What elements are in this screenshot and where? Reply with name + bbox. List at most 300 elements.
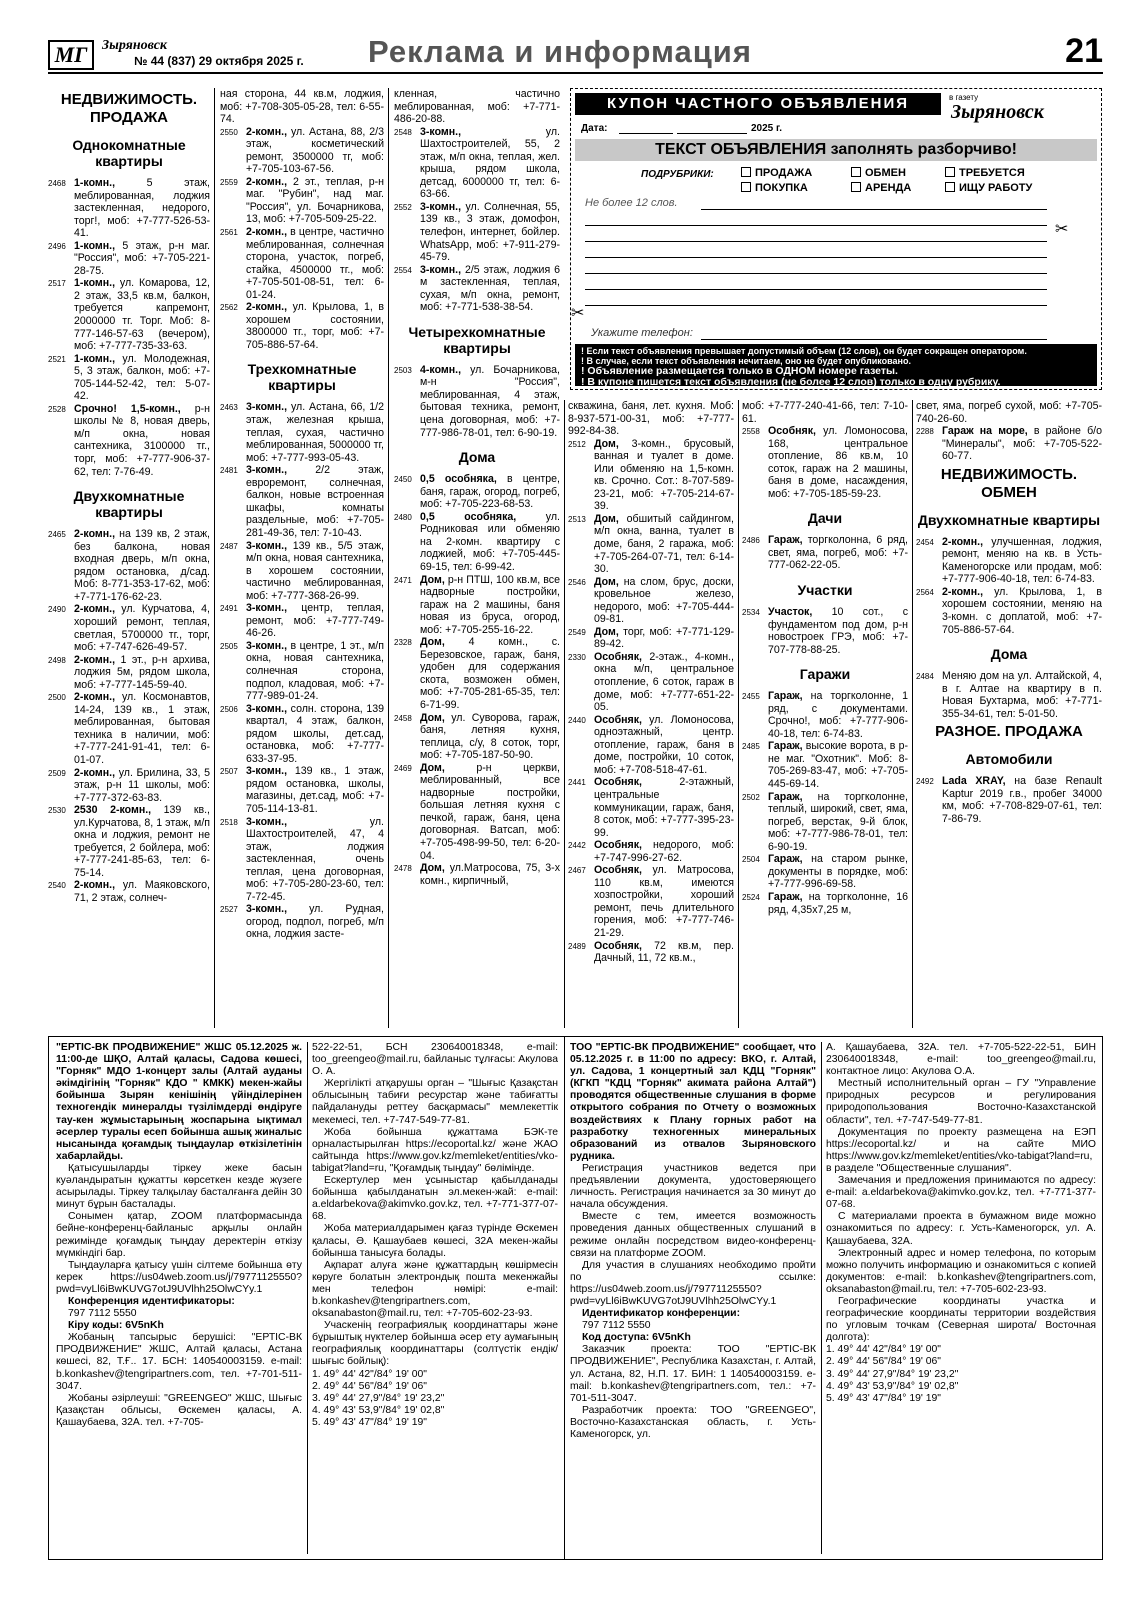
- ad-lead: 3-комн.,: [246, 815, 288, 828]
- classified-ad: [394, 473, 560, 511]
- notice-ru-column-2: [826, 1042, 1096, 1554]
- ad-lead: 1-комн.,: [74, 277, 116, 290]
- ad-lead: 2-комн.,: [74, 528, 116, 541]
- ad-text: на торгколонне, теплый, широкий, свет, яма, погреб, верстак, 9-й блок, моб: +7-777-986-78-01, тел: 6-90-19.: [768, 790, 908, 853]
- ad-text: ул. Комарова, 12, 2 этаж, 33,5 кв.м, балкон, требуется капремонт, 2000000 тг. Торг. Моб: 8-777-146-57-63 (вечером), моб: +7-777-735-33-63.: [74, 277, 210, 353]
- classified-ad: [568, 626, 734, 651]
- notice-paragraph: Кіру коды: 6V5nKh: [68, 1320, 164, 1332]
- ad-text: улучшенная, лоджия, ремонт, меняю на кв. в Усть-Каменогорске или продам, моб: +7-777-906-40-18, тел: 6-74-83.: [942, 535, 1102, 586]
- classified-ad: [220, 226, 384, 301]
- header-issue: № 44 (837) 29 октября 2025 г.: [134, 54, 304, 68]
- ad-text: 2/2 этаж, евроремонт, солнечная, балкон, новые встроенная шкафы, комнаты раздельные, моб: +7-705-281-49-36, тел: 7-10-43.: [246, 464, 384, 539]
- ad-text: на базе Renault Kaptur 2019 г.в., пробег 34000 км, моб: +7-708-829-07-61, тел: 7-86-79.: [942, 775, 1102, 825]
- classified-ad: [568, 513, 734, 576]
- classified-ad: [48, 240, 210, 278]
- ad-number: 2328: [394, 638, 412, 648]
- notice-paragraph: 797 7112 5550: [582, 1320, 651, 1332]
- ad-text: ул. Астана, 66, 1/2 этаж, железная крыша, теплая, сухая, частично меблированная, 5000000 тг, моб: +7-777-993-05-43.: [246, 401, 384, 464]
- ad-text: на слом, брус, доски, кровельное железо, недорого, моб: +7-705-444-09-81.: [594, 575, 734, 626]
- column-divider: [738, 400, 739, 1028]
- ad-lead: 2-комн.,: [246, 175, 288, 188]
- ad-text: центр, теплая, ремонт, моб: +7-777-749-46-26.: [246, 602, 384, 640]
- notice-paragraph: 1. 49° 44' 42"/84° 19' 00": [826, 1344, 941, 1356]
- coupon-date-field[interactable]: [619, 133, 673, 134]
- ad-text: 5 этаж, р-н маг. "Россия", моб: +7-705-221-28-75.: [74, 239, 210, 277]
- rubric-rent-checkbox[interactable]: АРЕНДА: [851, 182, 911, 194]
- ad-number: 2502: [742, 792, 760, 802]
- ad-lead: 3-комн.,: [420, 200, 462, 213]
- section-heading: НЕДВИЖИМОСТЬ. ОБМЕН: [940, 465, 1078, 501]
- subsection-heading: Четырехкомнатные квартиры: [408, 323, 546, 356]
- section-heading: НЕДВИЖИМОСТЬ. ПРОДАЖА: [60, 91, 198, 126]
- ad-lead: Гараж,: [768, 740, 803, 753]
- ad-number: 2492: [916, 777, 934, 787]
- coupon-year: 2025 г.: [751, 123, 782, 134]
- classified-ad: [48, 353, 210, 403]
- ad-lead: 3-комн.,: [246, 765, 288, 778]
- ad-lead: Дом,: [420, 636, 445, 649]
- classified-ad: [220, 903, 384, 941]
- classified-ad: [742, 791, 908, 854]
- classified-ad: [742, 534, 908, 572]
- ad-lead: 2-комн.,: [942, 535, 984, 548]
- ad-number: 2558: [742, 427, 760, 437]
- notice-paragraph: Географические координаты участка и географические координаты территории воздействия по угловым точкам (Северная широта/ Восточная долгота):: [826, 1295, 1096, 1344]
- ad-lead: 3-комн.,: [246, 639, 288, 652]
- classified-ad: [394, 201, 560, 264]
- ad-number: 2548: [394, 127, 412, 137]
- ad-number: 2518: [220, 817, 238, 827]
- ad-text: на 139 кв, 2 этаж, без балкона, новая входная дверь, м/п окна, рядом остановка, д/сад. Моб: 8-771-353-17-62, моб: +7-771-176-62-23.: [74, 528, 210, 603]
- ads-column-1: [48, 88, 210, 1028]
- ad-lead: Дом,: [594, 437, 619, 450]
- ad-continuation: моб: +7-777-240-41-66, тел: 7-10-61.: [742, 400, 908, 425]
- coupon-text-line[interactable]: [585, 305, 1047, 306]
- notice-paragraph: Вместе с тем, имеется возможность проведения данных общественных слушаний в режиме онлайн посредством видео-конференц-связи на платформе ZOOM.: [570, 1211, 816, 1259]
- ad-number: 2467: [568, 866, 586, 876]
- ad-lead: Дом,: [420, 761, 445, 774]
- ad-number: 2463: [220, 403, 238, 413]
- ad-lead: Дом,: [420, 862, 445, 875]
- notice-divider: [564, 1036, 565, 1560]
- ad-text: ул. Матросова, 110 кв.м, имеются хозпостройки, хороший ремонт, печь длительного горения, моб: +7-777-746-21-29.: [594, 864, 734, 939]
- ad-lead: 2-комн.,: [74, 766, 116, 779]
- classified-ad: [48, 603, 210, 653]
- ad-lead: 1-комн.,: [74, 177, 116, 189]
- ad-lead: 3-комн.,: [246, 401, 288, 414]
- ad-number: 2546: [568, 577, 586, 587]
- ad-number: 2524: [742, 892, 760, 902]
- notice-ru-column-1: [570, 1042, 816, 1554]
- ad-text: 4 комн., с. Березовское, гараж, баня, удобен для содержания скота, возможен обмен, моб: +7-705-281-65-35, тел: 6-71-99.: [420, 636, 560, 711]
- ad-number: 2490: [48, 605, 66, 615]
- ad-lead: Гараж,: [768, 534, 803, 547]
- ad-number: 2513: [568, 514, 586, 524]
- classified-ad: [220, 126, 384, 176]
- coupon-text-line[interactable]: [585, 241, 1047, 242]
- ad-lead: 3-комн.,: [246, 464, 288, 477]
- notice-paragraph: Электронный адрес и номер телефона, по которым можно получить информацию и ознакомиться с копией документов: e-mail: b.konkashev@tengripartners.com, oksanabaston@mail.ru, тел: +7-705-602-23-93.: [826, 1247, 1096, 1295]
- ad-number: 2450: [394, 475, 412, 485]
- ad-text: ул. Родниковая или обменяю на 2-комн. квартиру с лоджией, моб: +7-705-445-69-15, тел: 6-99-42.: [420, 510, 560, 573]
- classified-ad: [220, 640, 384, 703]
- classified-ad: [220, 301, 384, 351]
- coupon-date-label: Дата:: [581, 123, 608, 134]
- ad-lead: Участок,: [768, 606, 813, 619]
- ad-number: 2455: [742, 692, 760, 702]
- ad-lead: 2-комн.,: [246, 125, 288, 138]
- ad-number: 2481: [220, 466, 238, 476]
- classified-ad: [568, 576, 734, 626]
- classified-ad: [916, 775, 1102, 825]
- coupon-rubrics-label: ПОДРУБРИКИ:: [641, 169, 714, 180]
- ad-text: ул. Астана, 88, 2/3 этаж, косметический ремонт, 3500000 тг, моб: +7-705-103-67-56.: [246, 125, 384, 176]
- column-divider: [388, 88, 389, 1028]
- rubric-purchase-checkbox[interactable]: ПОКУПКА: [741, 182, 808, 194]
- notice-paragraph: Идентификатор конференции:: [582, 1308, 741, 1320]
- ad-lead: 2530 2-комн.,: [74, 804, 152, 817]
- classified-ad: [220, 602, 384, 640]
- subsection-heading: Участки: [797, 582, 853, 599]
- classified-ad: [916, 536, 1102, 586]
- ad-text: Меняю дом на ул. Алтайской, 4, в г. Алтае на квартиру в п. Новая Бухтарма, моб: +7-771-355-34-61, тел: 5-01-50.: [942, 670, 1102, 720]
- ad-lead: Гараж,: [768, 853, 803, 866]
- classified-ad: [394, 862, 560, 887]
- ad-text: ул. Космонавтов, 14-24, 139 кв., 1 этаж, меблированная, бытовая техника в наличии, моб: +7-777-241-91-41, тел: 6-01-07.: [74, 691, 210, 766]
- ad-text: в центре, баня, гараж, огород, погреб, моб: +7-705-223-68-53.: [420, 473, 560, 511]
- ad-text: ул. Солнечная, 55, 139 кв., 3 этаж, домофон, телефон, интернет, бойлер. WhatsApp, моб: +7-911-279-45-79.: [420, 200, 560, 264]
- ad-text: 72 кв.м, пер. Дачный, 11, 72 кв.м.,: [594, 939, 734, 965]
- ad-continuation: свет, яма, погреб сухой, моб: +7-705-740-26-60.: [916, 400, 1102, 425]
- ad-number: 2465: [48, 530, 66, 540]
- ad-text: р-н церкви, меблированный, все надворные постройки, большая летняя кухня с печкой, гараж, баня, цена договорная. Ватсап, моб: +7-705-498-99-50, тел: 6-20-04.: [420, 761, 560, 862]
- ad-lead: 3-комн.,: [246, 539, 288, 552]
- ad-lead: Гараж,: [768, 890, 803, 903]
- notice-paragraph: 4. 49° 43' 53,9"/84° 19' 02,8": [826, 1380, 959, 1392]
- notice-paragraph: 797 7112 5550: [68, 1308, 137, 1320]
- notice-paragraph: 4. 49° 43' 53,9"/84° 19' 02,8": [312, 1404, 445, 1416]
- ad-lead: 2-комн.,: [74, 603, 116, 616]
- coupon-text-line[interactable]: [585, 257, 1047, 258]
- coupon-note: ! В купоне пишется текст объявления (не более 12 слов) только в одну рубрику.: [581, 376, 1001, 388]
- coupon-phone-hint: Укажите телефон:: [591, 327, 693, 339]
- ad-text: ул. Ломоносова, 168, центральное отопление, 86 кв.м, 10 соток, гараж на 2 машины, баня в доме, насаждения, моб: +7-705-185-59-23.: [768, 425, 908, 500]
- ad-number: 2554: [394, 265, 412, 275]
- ad-text: 139 кв., 1 этаж, рядом остановка, школы, магазины, дет.сад, моб: +7-705-114-13-81.: [246, 765, 384, 815]
- ad-text: ул. Шахтостроителей, 47, 4 этаж, лоджия застекленная, очень теплая, цена договорная, моб: +7-705-280-23-60, тел: 7-72-45.: [246, 815, 384, 903]
- notice-paragraph: 5. 49° 43' 47"/84° 19' 19": [826, 1392, 941, 1404]
- subsection-heading: Трехкомнатные квартиры: [247, 361, 357, 394]
- ad-number: 2504: [742, 855, 760, 865]
- notice-paragraph: ТОО "ЕРТІС-ВК ПРОДВИЖЕНИЕ" сообщает, что 05.12.2025 г. в 11:00 по адресу: ВКО, г. Алтай, ул. Садова, 1 концертный зал КДЦ "Горняк" (КГКП "КДЦ "Горняк" акимата района Алтай") проводятся общественные слушания в форме открытого собрания по Отчету о возможных воздействиях к Плану горных работ на разработку техногенных минеральных образований из отвалов Зыряновского рудника.: [570, 1042, 816, 1162]
- scissors-icon: ✂: [571, 305, 585, 322]
- ad-number: 2530: [48, 806, 66, 816]
- classified-ad: [220, 176, 384, 226]
- ad-lead: Гараж,: [768, 790, 803, 803]
- notice-paragraph: Местный исполнительный орган – ГУ "Управление природных ресурсов и регулирования природопользования Восточно-Казахстанской области", тел. +7-747-549-77-81.: [826, 1078, 1096, 1126]
- ad-lead: Lada XRAY,: [942, 775, 1006, 788]
- ad-number: 2517: [48, 279, 66, 289]
- ad-number: 2468: [48, 179, 66, 188]
- ad-text: на старом рынке, документы в порядке, моб: +7-777-996-69-58.: [768, 853, 908, 891]
- ads-column-5: [742, 400, 908, 1028]
- ad-number: 2507: [220, 767, 238, 777]
- ad-number: 2534: [742, 608, 760, 618]
- ad-text: 2 эт., теплая, р-н маг. "Рубин", над маг. "Россия", ул. Бочарникова, 13, моб: +7-705-509-25-22.: [246, 175, 384, 226]
- ad-number: 2478: [394, 864, 412, 874]
- ad-text: 10 сот., с фундаментом под дом, р-н новостроек ГРЭ, моб: +7-707-778-88-25.: [768, 606, 908, 656]
- ad-number: 2458: [394, 713, 412, 723]
- classified-ad: [916, 425, 1102, 463]
- classified-ad: [742, 891, 908, 916]
- notice-paragraph: 5. 49° 43' 47"/84° 19' 19": [312, 1416, 427, 1428]
- column-divider: [214, 88, 215, 1028]
- ad-number: 2527: [220, 905, 238, 915]
- column-divider: [821, 1042, 822, 1554]
- subsection-heading: Дачи: [807, 510, 843, 527]
- classified-ad: [220, 401, 384, 464]
- ad-text: в районе б/о "Минералы", моб: +7-705-522-60-77.: [942, 425, 1102, 463]
- classified-ad: [568, 651, 734, 714]
- classified-ad: [742, 853, 908, 891]
- ad-lead: Гараж,: [768, 690, 803, 703]
- notice-paragraph: 1. 49° 44' 42"/84° 19' 00": [312, 1368, 427, 1380]
- notice-paragraph: Заказчик проекта: ТОО "ЕРТІС-ВК ПРОДВИЖЕНИЕ", Республика Казахстан, г. Алтай, ул. Астана, 82, Н.П. 17. БИН: 1 140540003159. e-mail: b.konkashev@tengripartners.com, тел.: +7-701-511-3047.: [570, 1344, 816, 1404]
- ad-lead: Гараж на море,: [942, 425, 1028, 438]
- ad-lead: 2-комн.,: [246, 226, 288, 239]
- ad-lead: 1-комн.,: [74, 352, 116, 365]
- ad-number: 2486: [742, 536, 760, 546]
- classified-ad: [220, 464, 384, 539]
- coupon-paper-name: Зыряновск: [951, 101, 1044, 123]
- ad-number: 2561: [220, 228, 238, 238]
- ad-number: 2491: [220, 604, 238, 614]
- notice-paragraph: Регистрация участников ведется при предъявлении документа, удостоверяющего личность. Регистрация начинается за 30 минут до начала обсуждения.: [570, 1162, 816, 1211]
- ad-text: ул. Суворова, гараж, баня, летняя кухня, теплица, с/у, 8 соток, торг, моб: +7-705-187-50-90.: [420, 711, 560, 762]
- classified-ad: [916, 586, 1102, 636]
- ad-text: р-н школы № 8, новая дверь, м/п окна, новая сантехника, 3100000 тг., торг, моб: +7-777-906-37-62, тел: 7-76-49.: [74, 402, 210, 478]
- coupon-note: ! Объявление размещается только в ОДНОМ номере газеты.: [581, 365, 898, 377]
- coupon-limit-hint: Не более 12 слов.: [585, 197, 678, 209]
- ad-text: торг, моб: +7-771-129-89-42.: [594, 625, 734, 651]
- classified-ad: [394, 712, 560, 762]
- notice-paragraph: Код доступа: 6V5nKh: [582, 1332, 691, 1344]
- ad-lead: Срочно! 1,5-комн.,: [74, 402, 181, 415]
- ad-lead: 3-комн.,: [420, 125, 462, 138]
- ad-text: ул.Матросова, 75, 3-х комн., кирпичный,: [420, 862, 560, 887]
- ad-lead: Особняк,: [594, 650, 642, 663]
- ad-lead: Дом,: [420, 711, 445, 724]
- subsection-heading: Двухкомнатные квартиры: [917, 511, 1101, 528]
- ad-text: 2-этажный, центральные коммуникации, гараж, баня, 8 соток, моб: +7-777-395-23-99.: [594, 776, 734, 839]
- ad-text: ул. Маяковского, 71, 2 этаж, солнеч-: [74, 879, 210, 904]
- notice-paragraph: Жергілікті атқарушы орган – "Шығыс Қазақстан облысының табиғи ресурстар және табиғатты пайдалануды реттеу басқармасы" мемлекеттік мекемесі, тел. +7-747-549-77-81.: [312, 1078, 558, 1126]
- notice-paragraph: 3. 49° 44' 27,9"/84° 19' 23,2": [826, 1368, 959, 1380]
- classified-ad: [742, 425, 908, 500]
- coupon-notes: [575, 344, 1097, 386]
- classified-ad: [742, 606, 908, 656]
- ad-number: 2487: [220, 541, 238, 551]
- ad-text: торгколонна, 6 ряд, свет, яма, погреб, моб: +7-777-062-22-05.: [768, 534, 908, 572]
- rubric-job-search-checkbox[interactable]: ИЩУ РАБОТУ: [945, 182, 1032, 194]
- ad-number: 2330: [568, 652, 586, 662]
- notice-paragraph: Конференция идентификаторы:: [68, 1295, 235, 1307]
- ad-text: обшитый сайдингом, м/п окна, ванна, туалет в доме, баня, 2 гаража, моб: +7-705-264-07-71, тел: 6-14-30.: [594, 512, 734, 576]
- page-header: [48, 32, 1103, 74]
- ad-continuation: ная сторона, 44 кв.м, лоджия, моб: +7-708-305-05-28, тел: 6-55-74.: [220, 88, 384, 126]
- section-heading: РАЗНОЕ. ПРОДАЖА: [935, 723, 1083, 741]
- ad-text: ул. Курчатова, 4, хороший ремонт, теплая, светлая, 5700000 тг., торг, моб: +7-747-626-49-57.: [74, 603, 210, 654]
- ad-lead: 3-комн.,: [246, 602, 288, 615]
- ad-text: солн. сторона, 139 квартал, 4 этаж, балкон, рядом школы, дет.сад, остановка, моб: +7-777-633-37-95.: [246, 702, 384, 765]
- ad-text: р-н ПТШ, 100 кв.м, все надворные постройки, гараж на 2 машины, баня новая из бруса, огород, моб: +7-705-255-16-22.: [420, 573, 560, 636]
- ad-lead: Дом,: [594, 625, 619, 638]
- classified-ad: [568, 940, 734, 965]
- ad-text: 2/5 этаж, лоджия 6 м застекленная, теплая, сухая, м/п окна, ремонт, моб: +7-771-538-38-54.: [420, 263, 560, 314]
- notice-paragraph: "ЕРТІС-ВК ПРОДВИЖЕНИЕ" ЖШС 05.12.2025 ж. 11:00-де ШҚО, Алтай қаласы, Садова көшесі, "Горняк" МДО 1-концерт залы (Алтай ауданы әкімдігінің "Горняк" КДО " КМКК) мекен-жайы бойынша Зырян кенішінің үйінділерінен техногендік минералды түзілімдерді өндіруге тау-кен жұмыстарының жоспарына ықтимал әсерлер туралы есеп бойынша ашық жиналыс нысанында қоғамдық тыңдаулар өткізілетінін хабарлайды.: [56, 1042, 302, 1162]
- ad-lead: Особняк,: [594, 713, 642, 726]
- ad-text: 1 эт., р-н архива, лоджия 5м, рядом школа, моб: +7-777-145-59-40.: [74, 653, 210, 691]
- ad-number: 2498: [48, 655, 66, 665]
- column-divider: [564, 400, 565, 1028]
- notice-paragraph: Документация по проекту размещена на ЕЭП https://ecoportal.kz/ и на сайте МИО https://www.gov.kz/memleket/entities/vko-tabigat?land=ru, в разделе "Общественные слушания".: [826, 1126, 1096, 1174]
- ad-text: в центре, 1 эт., м/п окна, новая сантехника, солнечная сторона, подпол, кладовая, моб: +7-777-989-01-24.: [246, 639, 384, 703]
- ad-number: 2471: [394, 575, 412, 585]
- ads-column-2: [220, 88, 384, 1028]
- notice-paragraph: Сонымен қатар, ZOOM платформасында бейне-конференц-байланыс арқылы онлайн режимінде қоғамдық тыңдау деректерін өткізу мүмкіндігі бар.: [56, 1211, 302, 1259]
- classified-ad: [568, 864, 734, 939]
- ad-number: 2505: [220, 641, 238, 651]
- classified-ad: [394, 364, 560, 439]
- subsection-heading: Автомобили: [965, 751, 1053, 768]
- coupon-phone-line[interactable]: [701, 339, 1047, 340]
- ad-lead: Особняк,: [594, 839, 642, 852]
- coupon-text-line[interactable]: [585, 273, 1047, 274]
- coupon-text-line[interactable]: [585, 289, 1047, 290]
- classified-ad: [394, 636, 560, 711]
- subsection-heading: Дома: [458, 449, 496, 466]
- notice-paragraph: Жоба бойынша құжаттама БЭК-те орналастырылған https://ecoportal.kz/ және ЖАО сайтында https://www.gov.kz/memleket/entities/vko-tabigat?land=ru, "Қоғамдық тыңдау" бөлімінде.: [312, 1126, 558, 1174]
- classified-ad: [568, 776, 734, 839]
- ad-lead: 1-комн.,: [74, 239, 116, 252]
- classified-ad: [568, 438, 734, 513]
- coupon-text-line[interactable]: [701, 209, 1047, 210]
- header-city: Зыряновск: [102, 38, 168, 53]
- ad-text: ул. Шахтостроителей, 55, 2 этаж, м/п окна, теплая, жел. крыша, рядом школа, детсад, 6000000 тг, тел: 6-63-66.: [420, 125, 560, 201]
- ad-number: 2552: [394, 202, 412, 212]
- ad-number: 2540: [48, 881, 66, 891]
- ad-text: на торгколонне, 1 ряд, с документами. Срочно!, моб: +7-777-906-40-18, тел: 6-74-83.: [768, 690, 908, 740]
- classified-ad: [916, 670, 1102, 720]
- ad-lead: 3-комн.,: [246, 903, 288, 916]
- rubric-sale-checkbox[interactable]: ПРОДАЖА: [741, 167, 812, 179]
- ad-number: 2500: [48, 693, 66, 703]
- notice-paragraph: С материалами проекта в бумажном виде можно ознакомиться по адресу: г. Усть-Каменогорск, ул. А. Қашаубаева, 32А.: [826, 1211, 1096, 1247]
- notice-paragraph: А. Қашаубаева, 32А. тел. +7-705-522-22-51, БИН 230640018348, e-mail: too_greengeo@mail.ru, контактное лицо: Акулова О.А.: [826, 1042, 1096, 1078]
- ad-number: 2440: [568, 715, 586, 725]
- ads-column-3: [394, 88, 560, 1028]
- ad-text: 3-комн., брусовый, ванная и туалет в доме. Или обменяю на 1,5-комн. кв. Срочно. Сот.: 8-707-589-23-21, моб: +7-705-214-67-39.: [594, 437, 734, 513]
- ad-number: 2441: [568, 778, 586, 788]
- classified-ad: [48, 879, 210, 904]
- ad-lead: 2-комн.,: [74, 879, 116, 892]
- ad-text: высокие ворота, в р-не маг. "Охотник". Моб: 8-705-269-83-47, моб: +7-705-445-69-14.: [768, 740, 908, 791]
- ad-number: 2549: [568, 627, 586, 637]
- ad-number: 2564: [916, 587, 934, 597]
- ad-lead: Особняк,: [594, 939, 642, 952]
- ad-text: в центре, частично меблированная, солнечная сторона, участок, погреб, стайка, 4500000 тг., моб: +7-705-501-08-51, тел: 6-01-24.: [246, 226, 384, 301]
- ad-number: 2485: [742, 742, 760, 752]
- ads-column-4: [568, 400, 734, 1028]
- classified-ad: [220, 765, 384, 815]
- coupon-text-line[interactable]: [585, 225, 1047, 226]
- ad-text: на торгколонне, 16 ряд, 4,35х7,25 м,: [768, 890, 908, 916]
- subsection-heading: Дома: [990, 646, 1028, 663]
- classified-ad: [220, 540, 384, 603]
- ad-lead: 0,5 особняка,: [420, 473, 497, 486]
- page-title: Реклама и информация: [368, 34, 752, 69]
- ad-lead: 3-комн.,: [420, 263, 462, 276]
- notice-paragraph: 522-22-51, БСН 230640018348, e-mail: too_greengeo@mail.ru, байланыс тұлғасы: Акулова О. А.: [312, 1042, 558, 1078]
- classified-ad: [394, 574, 560, 637]
- ads-column-6: [916, 400, 1102, 1028]
- ad-number: 2562: [220, 303, 238, 313]
- ad-number: 2559: [220, 177, 238, 187]
- ad-text: ул. Бочарникова, м-н "Россия", меблированная, 4 этаж, бытовая техника, ремонт, цена договорная, моб: +7-777-986-78-01, тел: 6-90-19.: [420, 363, 560, 439]
- ad-number: 2512: [568, 439, 586, 449]
- notice-paragraph: 3. 49° 44' 27,9"/84° 19' 23,2": [312, 1392, 445, 1404]
- ad-number: 2480: [394, 512, 412, 522]
- notice-paragraph: 2. 49° 44' 56"/84° 19' 06": [312, 1380, 427, 1392]
- notice-paragraph: Қатысушыларды тіркеу жеке басын куәландыратын құжатты көрсеткен кезде жүзеге асырылады. Тіркеу талқылау басталғанға дейін 30 минут бұрын басталады.: [56, 1162, 302, 1211]
- ad-lead: 2-комн.,: [942, 585, 984, 598]
- page-number: 21: [1065, 32, 1103, 70]
- ad-text: недорого, моб: +7-747-996-27-62.: [594, 839, 734, 864]
- coupon-title: КУПОН ЧАСТНОГО ОБЪЯВЛЕНИЯ: [575, 93, 941, 115]
- ad-number: 2489: [568, 941, 586, 951]
- ad-text: ул. Крылова, 1, в хорошем состоянии, меняю на 3-комн. с доплатой, моб: +7-705-886-57-64.: [942, 585, 1102, 636]
- notice-paragraph: Жобаның тапсырыс берушісі: "ЕРТІС-ВК ПРОДВИЖЕНИЕ" ЖШС, Алтай қаласы, Астана көшесі, 82, Т.Ғ.. 17. БСН: 140540003159. e-mail: b.konkashev@tengripartners.com, тел. +7-701-511-3047.: [56, 1332, 302, 1392]
- classified-ad: [742, 690, 908, 740]
- ad-number: 2288: [916, 427, 934, 437]
- classified-ad: [394, 511, 560, 574]
- rubric-exchange-checkbox[interactable]: ОБМЕН: [851, 167, 906, 179]
- ad-number: 2469: [394, 763, 412, 773]
- ad-lead: Особняк,: [768, 425, 816, 438]
- ad-lead: Дом,: [594, 512, 619, 525]
- classified-ad: [220, 816, 384, 904]
- classified-ad: [568, 839, 734, 864]
- ad-text: 2-этаж., 4-комн., окна м/п, центральное отопление, 6 соток, гараж в доме, моб: +7-777-651-22-05.: [594, 650, 734, 714]
- classified-ad: [48, 654, 210, 692]
- ad-text: 5 этаж, меблированная, лоджия застекленная, недорого, торг!, моб: +7-777-526-53-41.: [74, 177, 210, 240]
- private-ad-coupon: [570, 88, 1102, 390]
- ad-number: 2484: [916, 672, 934, 682]
- ad-text: ул. Молодежная, 5, 3 этаж, балкон, моб: +7-705-144-52-42, тел: 5-07-42.: [74, 352, 210, 403]
- notice-paragraph: Для участия в слушаниях необходимо пройти по ссылке: https://us04web.zoom.us/j/79771125550?pwd=vyLl6iBwKUVG7otJ9UVlhh25OlwCYy.1: [570, 1259, 816, 1307]
- notice-paragraph: Учаскенің географиялық координаттары және бұрыштық нүктелер бойынша әсер ету аумағының географиялық координаттары (солтүстік ендік/ шығыс бойлық):: [312, 1320, 558, 1368]
- ad-text: ул. Ломоносова, одноэтажный, центр. отопление, гараж, баня в доме, постройки, 10 соток, моб: +7-708-518-47-61.: [594, 713, 734, 776]
- ad-lead: Дом,: [594, 575, 619, 588]
- ad-lead: 2-комн.,: [74, 691, 116, 704]
- notice-kz-column-2: [312, 1042, 558, 1554]
- classified-ad: [742, 740, 908, 790]
- coupon-month-field[interactable]: [677, 133, 747, 134]
- ad-continuation: скважина, баня, лет. кухня. Моб: 8-937-571-00-31, моб: +7-777-992-84-38.: [568, 400, 734, 438]
- ad-number: 2506: [220, 704, 238, 714]
- rubric-wanted-checkbox[interactable]: ТРЕБУЕТСЯ: [945, 167, 1025, 179]
- classified-ad: [48, 403, 210, 478]
